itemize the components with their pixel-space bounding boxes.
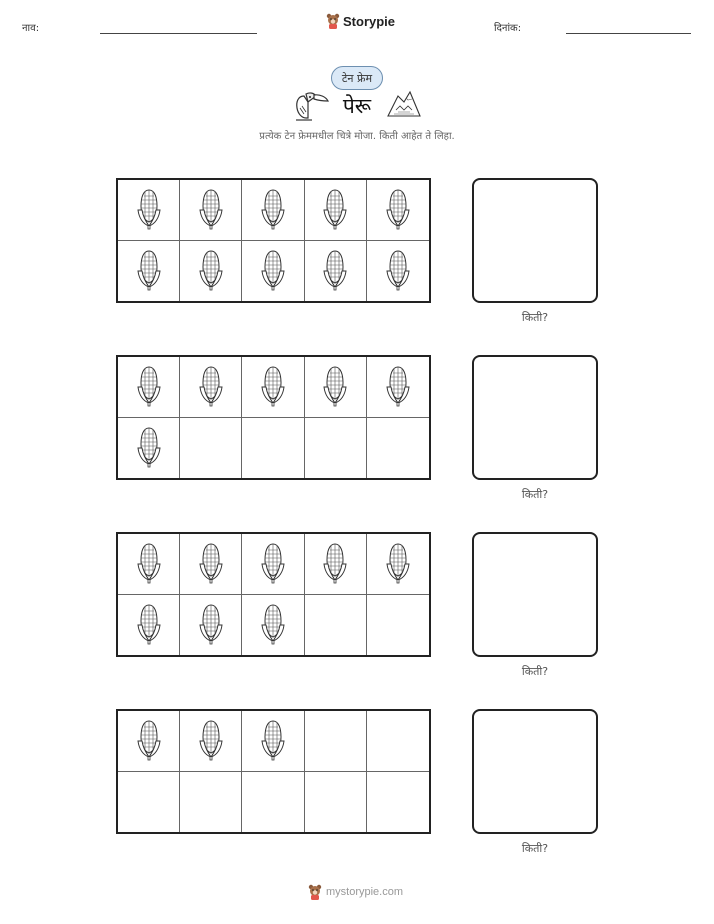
ten-frame-cell [180, 418, 242, 479]
corn-icon [320, 540, 350, 588]
page-title: पेरू [342, 94, 372, 118]
ten-frame-cell [305, 595, 367, 656]
name-line[interactable] [100, 33, 257, 34]
answer-question: किती? [521, 842, 549, 855]
answer-box[interactable] [472, 532, 598, 657]
corn-icon [383, 540, 413, 588]
ten-frame-cell [305, 241, 367, 302]
ten-frame-cell [180, 534, 242, 595]
ten-frame [116, 355, 431, 480]
date-label: दिनांक: [494, 23, 522, 34]
brand-name: Storypie [343, 13, 396, 29]
ten-frame-cell [118, 772, 180, 833]
bear-mascot-icon [326, 13, 340, 29]
corn-icon [134, 363, 164, 411]
ten-frame-cell [118, 534, 180, 595]
corn-icon [383, 363, 413, 411]
topic-badge-label: टेन फ्रेम [341, 71, 373, 85]
answer-box[interactable] [472, 709, 598, 834]
ten-frame [116, 532, 431, 657]
ten-frame-cell [180, 357, 242, 418]
ten-frame-cell [118, 711, 180, 772]
ten-frame-cell [305, 534, 367, 595]
corn-icon [258, 717, 288, 765]
corn-icon [320, 186, 350, 234]
ten-frame-cell [367, 534, 429, 595]
corn-icon [258, 247, 288, 295]
name-label: नाव: [22, 23, 40, 34]
corn-icon [258, 601, 288, 649]
topic-badge [331, 66, 383, 90]
ten-frame-cell [118, 357, 180, 418]
ten-frame-cell [242, 418, 304, 479]
corn-icon [196, 363, 226, 411]
ten-frame-cell [305, 180, 367, 241]
ten-frame [116, 178, 431, 303]
corn-icon [196, 247, 226, 295]
ten-frame-cell [242, 772, 304, 833]
ten-frame-cell [305, 418, 367, 479]
ten-frame-cell [367, 595, 429, 656]
ten-frame-cell [180, 180, 242, 241]
ten-frame-cell [180, 772, 242, 833]
corn-icon [320, 363, 350, 411]
corn-icon [383, 186, 413, 234]
footer [308, 884, 403, 900]
corn-icon [196, 540, 226, 588]
ten-frame-cell [180, 711, 242, 772]
brand-logo [326, 13, 395, 29]
ten-frame-cell [305, 357, 367, 418]
ten-frame-cell [242, 357, 304, 418]
ten-frame-cell [180, 595, 242, 656]
ten-frame-cell [367, 241, 429, 302]
ten-frame-cell [305, 711, 367, 772]
ten-frame-cell [367, 357, 429, 418]
corn-icon [320, 247, 350, 295]
corn-icon [383, 247, 413, 295]
answer-question: किती? [521, 311, 549, 324]
ten-frame-cell [118, 180, 180, 241]
date-line[interactable] [566, 33, 691, 34]
ten-frame [116, 709, 431, 834]
corn-icon [258, 363, 288, 411]
footer-url[interactable]: mystorypie.com [326, 886, 404, 898]
bear-mascot-icon [308, 884, 322, 900]
ten-frame-cell [118, 418, 180, 479]
mountain-ruins-icon [386, 88, 422, 118]
ten-frame-cell [367, 180, 429, 241]
corn-icon [258, 540, 288, 588]
instructions: प्रत्येक टेन फ्रेममधील चित्रे मोजा. किती आहेत ते लिहा. [259, 131, 455, 142]
corn-icon [134, 186, 164, 234]
answer-box[interactable] [472, 178, 598, 303]
ten-frame-cell [367, 772, 429, 833]
corn-icon [258, 186, 288, 234]
answer-question: किती? [521, 488, 549, 501]
toucan-icon [292, 88, 330, 122]
ten-frame-cell [242, 180, 304, 241]
corn-icon [134, 540, 164, 588]
ten-frame-cell [242, 241, 304, 302]
corn-icon [196, 186, 226, 234]
ten-frame-cell [367, 418, 429, 479]
corn-icon [134, 601, 164, 649]
ten-frame-cell [118, 595, 180, 656]
corn-icon [196, 601, 226, 649]
ten-frame-cell [118, 241, 180, 302]
answer-question: किती? [521, 665, 549, 678]
answer-box[interactable] [472, 355, 598, 480]
corn-icon [196, 717, 226, 765]
ten-frame-cell [180, 241, 242, 302]
corn-icon [134, 424, 164, 472]
ten-frame-cell [367, 711, 429, 772]
corn-icon [134, 247, 164, 295]
corn-icon [134, 717, 164, 765]
ten-frame-cell [305, 772, 367, 833]
ten-frame-cell [242, 534, 304, 595]
ten-frame-cell [242, 595, 304, 656]
ten-frame-cell [242, 711, 304, 772]
